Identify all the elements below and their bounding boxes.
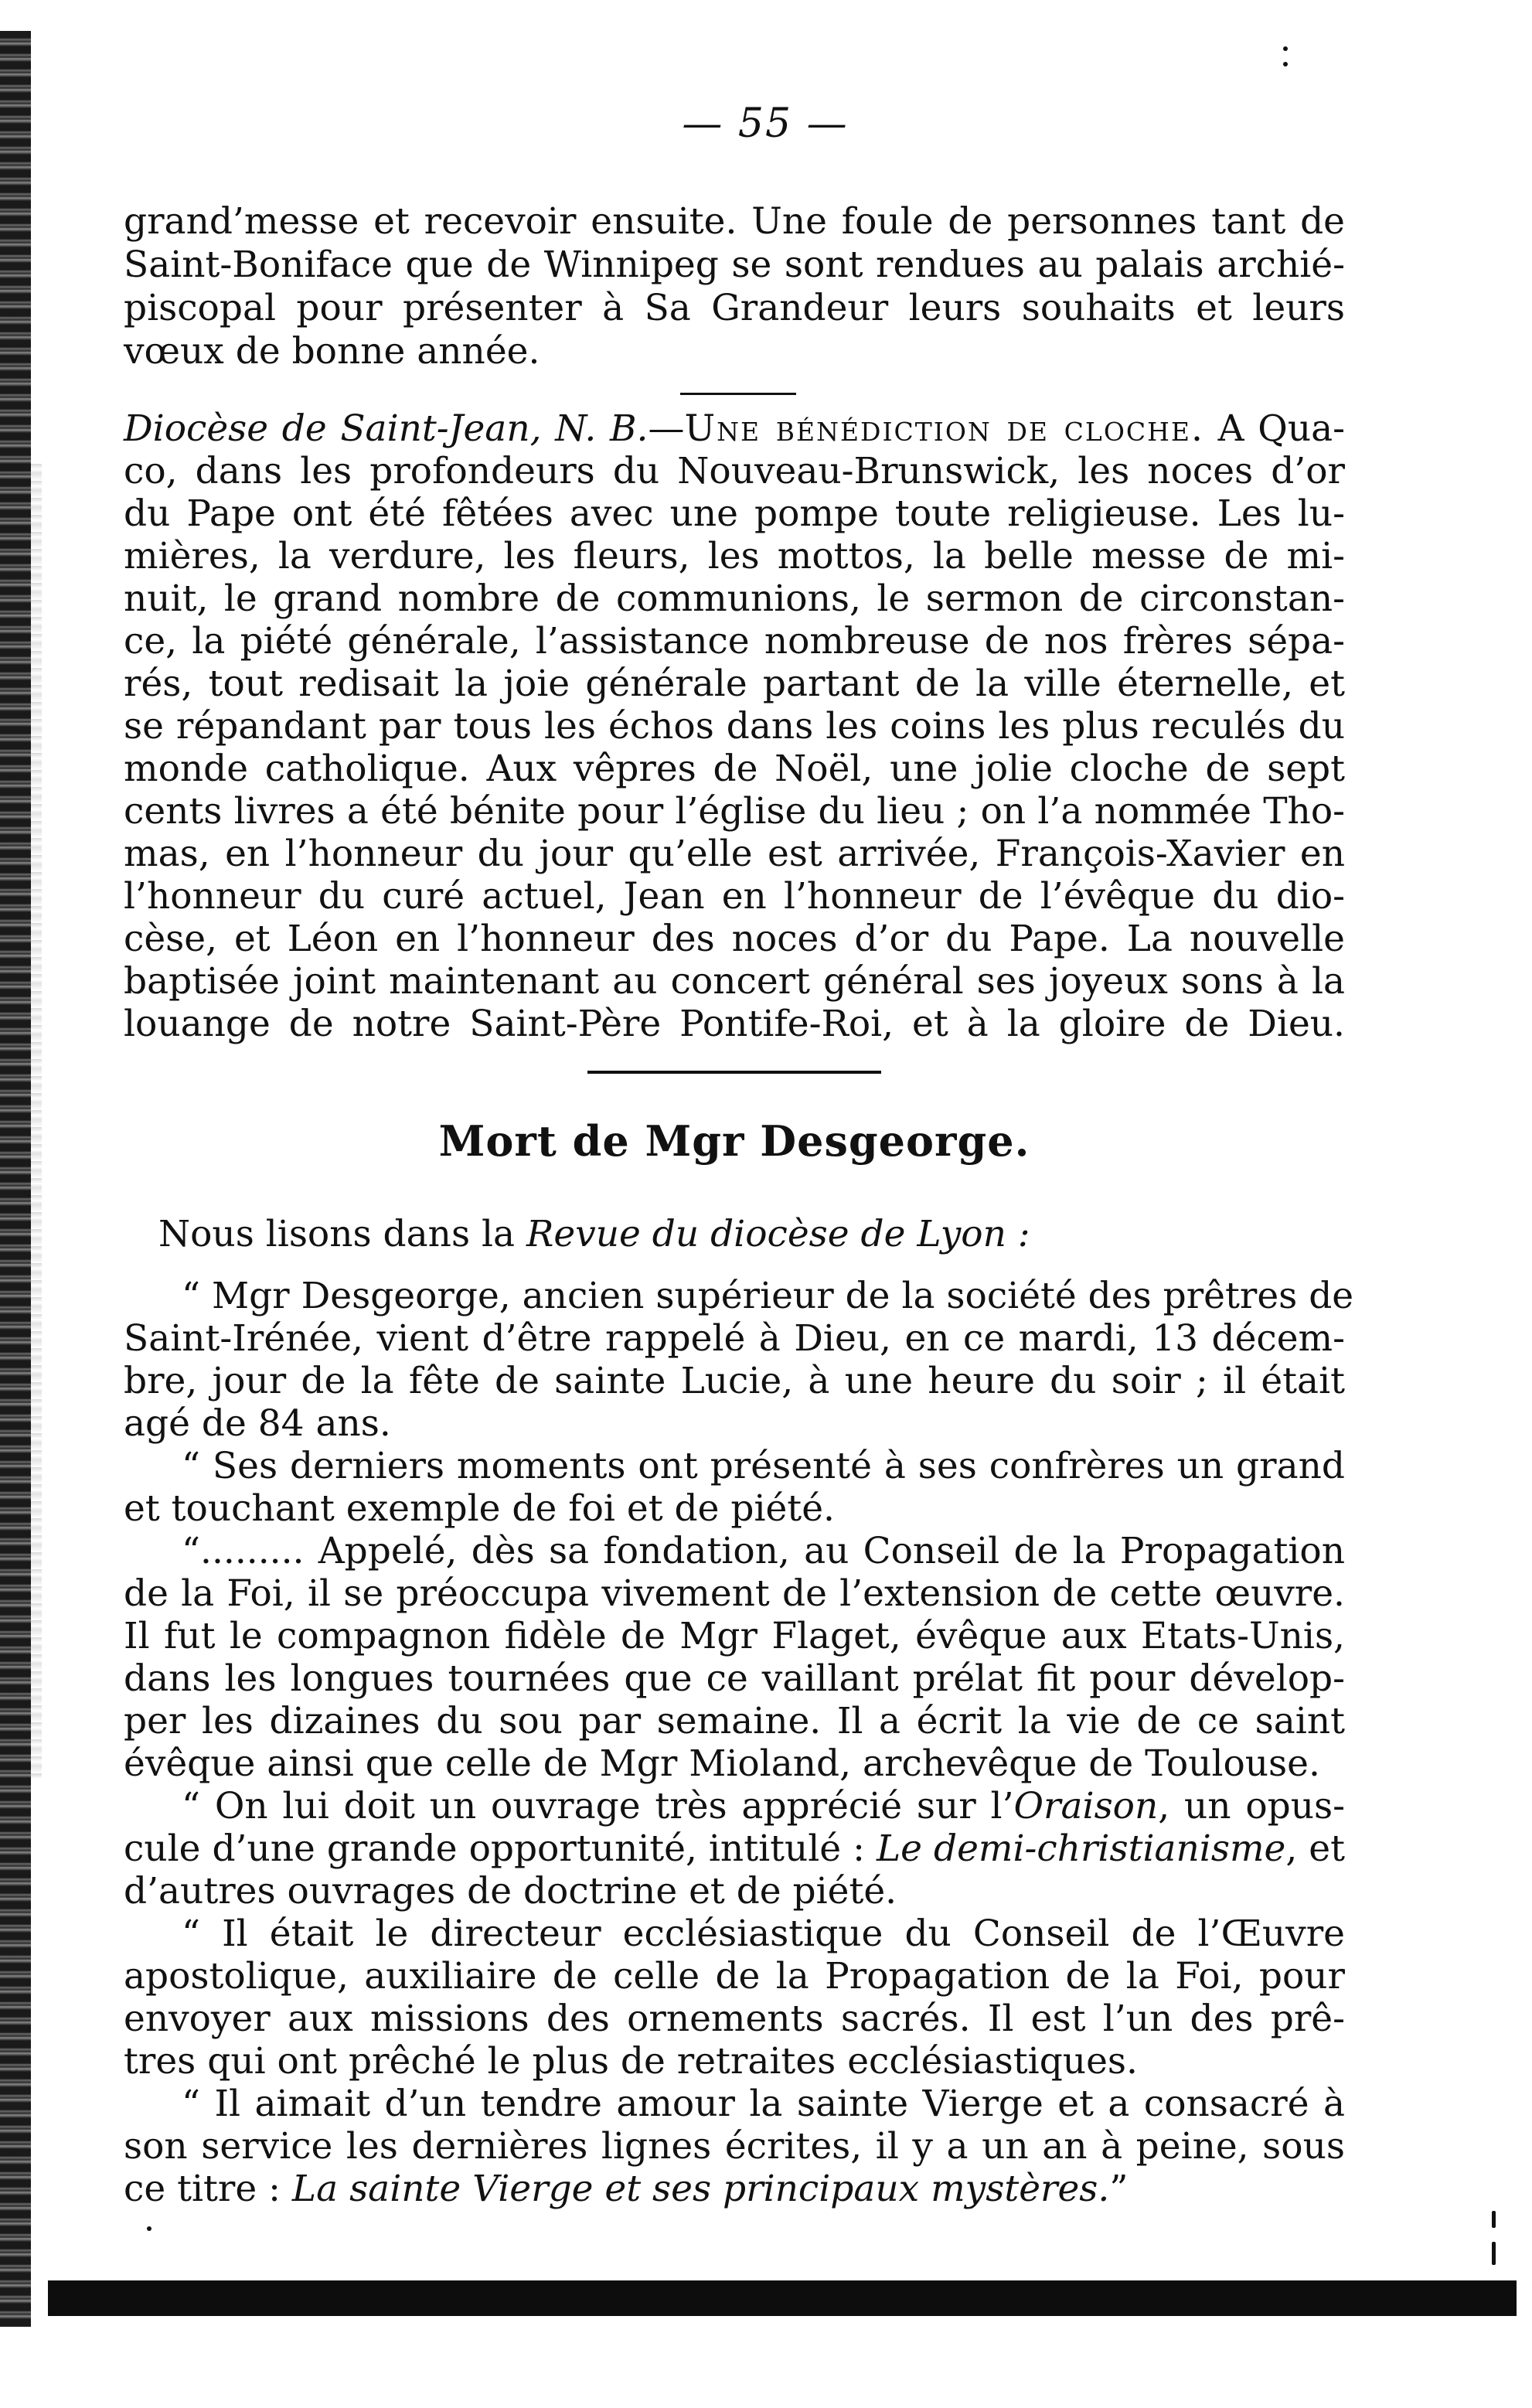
text-line: baptisée joint maintenant au concert général ses joyeux sons à la: [124, 960, 1345, 1003]
text-run: ”: [1109, 2168, 1129, 2210]
text-run: “ On lui doit un ouvrage très apprécié sur l’: [182, 1785, 1014, 1827]
text-line: tres qui ont prêché le plus de retraites ecclésiastiques.: [124, 2040, 1138, 2083]
text-line: dans les longues tournées que ce vaillant prélat fit pour dévelop-: [124, 1657, 1345, 1700]
text-run: Nous lisons dans la: [158, 1213, 526, 1255]
text-line: apostolique, auxiliaire de celle de la Propagation de la Foi, pour: [124, 1955, 1345, 1998]
text-line: grand’messe et recevoir ensuite. Une foule de personnes tant de: [124, 200, 1345, 243]
em-dash: —: [648, 407, 685, 450]
text-line: Saint-Boniface que de Winnipeg se sont rendues au palais archié-: [124, 244, 1345, 286]
text-line: du Pape ont été fêtées avec une pompe toute religieuse. Les lu-: [124, 492, 1345, 535]
text-run: cule d’une grande opportunité, intitulé :: [124, 1827, 877, 1870]
diocese-name: Diocèse de Saint-Jean, N. B.: [124, 407, 649, 450]
text-line: [124, 2167, 1345, 2212]
scan-left-edge: [0, 31, 31, 2327]
text-line: [124, 407, 1345, 451]
text-line: [182, 1784, 1345, 1829]
text-line: Saint-Irénée, vient d’être rappelé à Dieu, en ce mardi, 13 décem-: [124, 1317, 1345, 1360]
text-line: bre, jour de la fête de sainte Lucie, à une heure du soir ; il était: [124, 1360, 1345, 1402]
article-heading: Mort de Mgr Desgeorge.: [438, 1116, 1030, 1166]
section-divider: [587, 1071, 881, 1074]
text-line: [158, 1212, 1345, 1257]
scan-speck: [1492, 2242, 1496, 2265]
text-line: co, dans les profondeurs du Nouveau-Brunswick, les noces d’or: [124, 450, 1345, 492]
text-line: “ Mgr Desgeorge, ancien supérieur de la société des prêtres de: [182, 1275, 1354, 1317]
scan-speck: [147, 2226, 151, 2231]
text-line: mières, la verdure, les fleurs, les mottos, la belle messe de mi-: [124, 535, 1345, 577]
text-line: d’autres ouvrages de doctrine et de piété.: [124, 1870, 897, 1912]
text-line: cents livres a été bénite pour l’église du lieu ; on l’a nommée Tho-: [124, 790, 1345, 833]
text-line: envoyer aux missions des ornements sacrés. Il est l’un des prê-: [124, 1998, 1345, 2040]
work-title: La sainte Vierge et ses principaux mystères.: [291, 2168, 1110, 2210]
article-title: Une bénédiction de cloche.: [684, 407, 1204, 450]
work-title: Le demi-christianisme: [876, 1827, 1286, 1870]
text-line: rés, tout redisait la joie générale partant de la ville éternelle, et: [124, 662, 1345, 705]
text-line: de la Foi, il se préoccupa vivement de l’extension de cette œuvre.: [124, 1572, 1345, 1615]
text-line: “......... Appelé, dès sa fondation, au Conseil de la Propagation: [182, 1530, 1345, 1572]
text-line: ce, la piété générale, l’assistance nombreuse de nos frères sépa-: [124, 620, 1345, 662]
text-line: agé de 84 ans.: [124, 1402, 391, 1445]
text-line: “ Il aimait d’un tendre amour la sainte Vierge et a consacré à: [182, 2083, 1345, 2125]
scan-left-edge-fade: [31, 464, 42, 1778]
scan-speck: [1492, 2211, 1496, 2228]
text-line: mas, en l’honneur du jour qu’elle est arrivée, François-Xavier en: [124, 833, 1345, 875]
text-line: vœux de bonne année.: [124, 330, 540, 373]
text-line: évêque ainsi que celle de Mgr Mioland, archevêque de Toulouse.: [124, 1742, 1320, 1785]
text-line: “ Il était le directeur ecclésiastique du Conseil de l’Œuvre: [182, 1912, 1345, 1955]
work-title: Oraison: [1013, 1785, 1159, 1827]
text-line: [124, 1827, 1345, 1872]
text-line: piscopal pour présenter à Sa Grandeur leurs souhaits et leurs: [124, 287, 1345, 329]
text-line: se répandant par tous les échos dans les coins les plus reculés du: [124, 705, 1345, 748]
bottom-rule: [48, 2280, 1517, 2316]
page-number: — 55 —: [682, 100, 849, 147]
text-run: ce titre :: [124, 2168, 292, 2210]
text-run: , un opus-: [1158, 1785, 1346, 1827]
scan-speck: [1283, 62, 1288, 66]
text-line: son service les dernières lignes écrites, il y a un an à peine, sous: [124, 2125, 1345, 2168]
text-line: cèse, et Léon en l’honneur des noces d’or du Pape. La nouvelle: [124, 918, 1345, 960]
text-line: l’honneur du curé actuel, Jean en l’honneur de l’évêque du dio-: [124, 875, 1345, 918]
section-divider: [680, 393, 796, 395]
scan-speck: [1283, 46, 1288, 51]
text-line: louange de notre Saint-Père Pontife-Roi, et à la gloire de Dieu.: [124, 1003, 1345, 1045]
text-line: “ Ses derniers moments ont présenté à ses confrères un grand: [182, 1445, 1345, 1487]
source-title: Revue du diocèse de Lyon :: [526, 1213, 1030, 1255]
text-line: monde catholique. Aux vêpres de Noël, une jolie cloche de sept: [124, 748, 1345, 790]
text-run: A Qua-: [1203, 407, 1345, 450]
text-line: Il fut le compagnon fidèle de Mgr Flaget, évêque aux Etats-Unis,: [124, 1615, 1345, 1657]
text-line: nuit, le grand nombre de communions, le sermon de circonstan-: [124, 577, 1345, 620]
text-run: , et: [1285, 1827, 1345, 1870]
text-line: et touchant exemple de foi et de piété.: [124, 1487, 835, 1530]
text-line: per les dizaines du sou par semaine. Il a écrit la vie de ce saint: [124, 1700, 1345, 1742]
